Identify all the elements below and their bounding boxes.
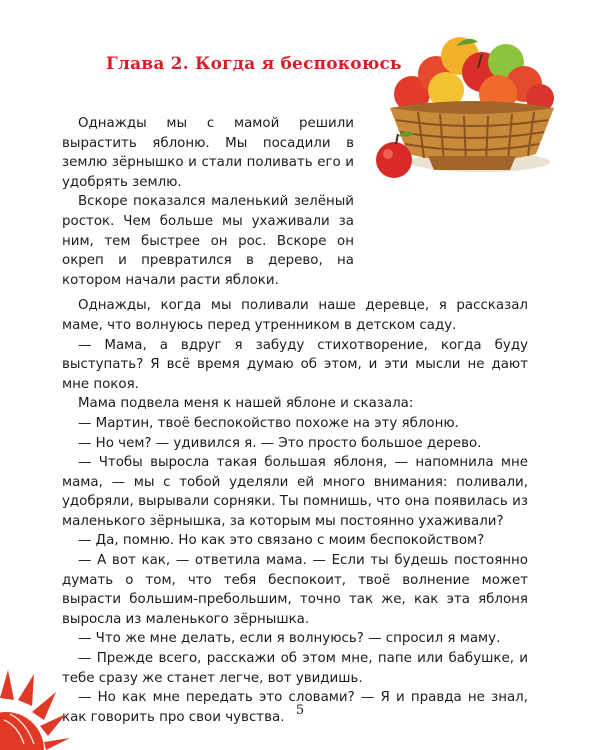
paragraph: — Мама, а вдруг я забуду стихотворение, когда буду выступать? Я всё время думаю об этом, и эти мысли не дают мне покоя. [62,337,528,392]
paragraph: Вскоре показался маленький зелёный росток. Чем больше мы ухаживали за ним, тем быстрее он рос. Вскоре он окреп и превратился в дерево, на котором начали расти яблоки. [62,194,354,288]
paragraph: — Да, помню. Но как это связано с моим беспокойством? [78,533,485,549]
paragraph: — Прежде всего, расскажи об этом мне, папе или бабушке, и тебе сразу же станет легче, вот увидишь. [62,651,528,686]
page-number: 5 [295,703,305,718]
paragraph: — Мартин, твоё беспокойство похоже на эту яблоню. [78,415,459,431]
paragraph: — А вот как, — ответила мама. — Если ты будешь постоянно думать о том, что тебя беспокоит, твоё волнение может вырасти большим-пребольшим, точно так же, как эта яблоня выросла из маленького зёрнышка. [62,553,528,627]
paragraph: Однажды мы с мамой решили вырастить яблоню. Мы посадили в землю зёрнышко и стали поливать его и удобрять землю. [62,116,354,190]
paragraph: — Что же мне делать, если я волнуюсь? — спросил я маму. [78,631,501,647]
paragraph: — Но как мне передать это словами? — Я и правда не знал, как говорить про свои чувства. [62,690,528,725]
paragraph: Мама подвела меня к нашей яблоне и сказала: [78,396,414,412]
paragraph: Однажды, когда мы поливали наше деревце, я рассказал маме, что волнуюсь перед утренником в детском саду. [62,298,528,333]
story-text [62,114,528,727]
paragraph: — Чтобы выросла такая большая яблоня, — напомнила мне мама, — мы с тобой уделяли ей много внимания: поливали, удобряли, вырывали сорняки. Ты помнишь, что она появилась из маленького зёрнышка, за которым мы постоянно ухаживали? [62,455,528,529]
paragraph: — Но чем? — удивился я. — Это просто большое дерево. [78,435,482,451]
chapter-title: Глава 2. Когда я беспокоюсь [106,54,402,74]
